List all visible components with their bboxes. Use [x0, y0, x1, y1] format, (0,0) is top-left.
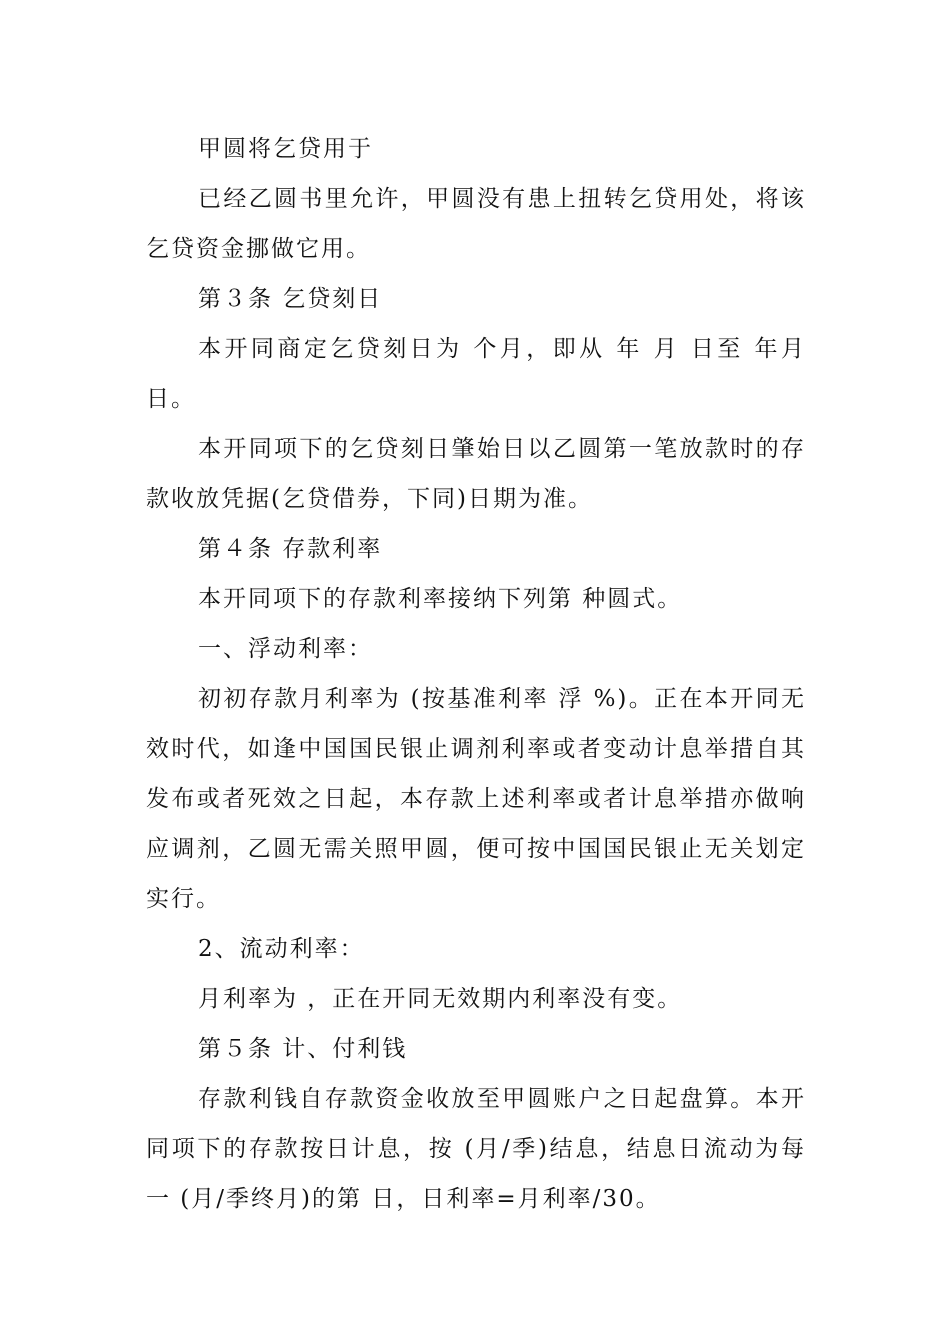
paragraph-loan-term: 本开同商定乞贷刻日为 个月，即从 年 月 日至 年月 日。 [146, 336, 806, 412]
paragraph-loan-purpose: 甲圆将乞贷用于 [198, 136, 373, 162]
document-page [146, 124, 806, 1224]
paragraph-term-start: 本开同项下的乞贷刻日肇始日以乙圆第一笔放款时的存款收放凭据(乞贷借券，下同)日期为准。 [146, 436, 806, 512]
paragraph-interest-calc: 存款利钱自存款资金收放至甲圆账户之日起盘算。本开同项下的存款按日计息，按 (月/季)结息，结息日流动为每一 (月/季终月)的第 日，日利率=月利率/30。 [146, 1086, 806, 1212]
heading-floating-rate: 一、浮动利率： [198, 636, 373, 662]
paragraph-consent-clause: 已经乙圆书里允许，甲圆没有患上扭转乞贷用处，将该乞贷资金挪做它用。 [146, 186, 806, 262]
paragraph-floating-rate: 初初存款月利率为 (按基准利率 浮 %)。正在本开同无效时代，如逢中国国民银止调剂利率或者变动计息举措自其发布或者死效之日起，本存款上述利率或者计息举措亦做响应调剂，乙圆无需关照甲圆，便可按中国国民银止无关划定实行。 [146, 686, 806, 912]
paragraph-rate-method: 本开同项下的存款利率接纳下列第 种圆式。 [198, 586, 683, 612]
heading-fixed-rate: 2、流动利率： [198, 936, 365, 962]
paragraph-fixed-rate: 月利率为 ，正在开同无效期内利率没有变。 [198, 986, 683, 1012]
heading-article-5: 第５条 计、付利钱 [198, 1036, 408, 1062]
heading-article-4: 第４条 存款利率 [198, 536, 383, 562]
heading-article-3: 第３条 乞贷刻日 [198, 286, 383, 312]
